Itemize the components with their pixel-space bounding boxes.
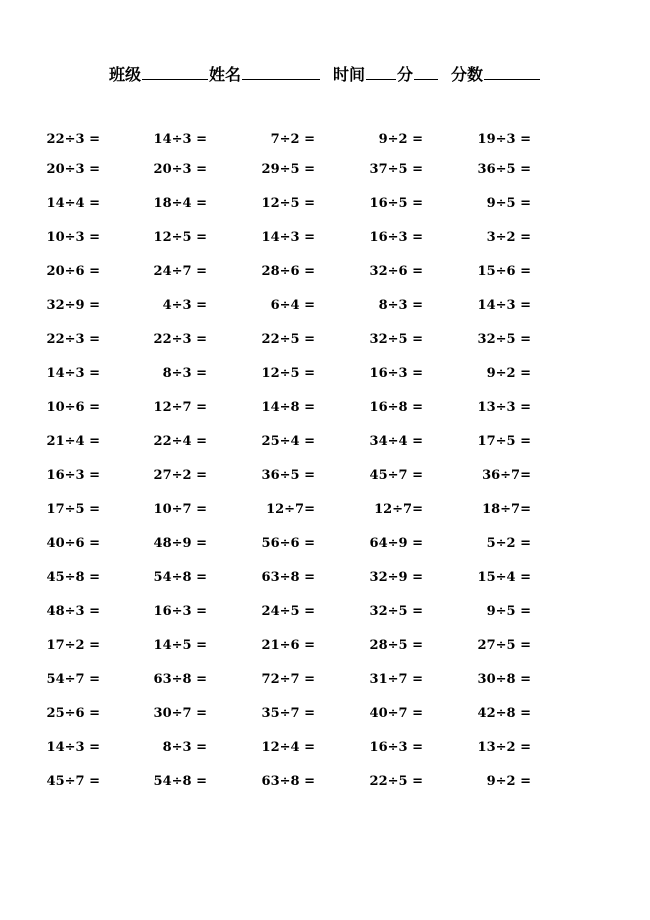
division-problem: 9÷5 = xyxy=(486,196,531,211)
division-problem: 16÷3 = xyxy=(369,230,423,245)
division-problem: 48÷9 = xyxy=(153,536,207,551)
division-problem: 32÷5 = xyxy=(477,332,531,347)
score-label: 分数 xyxy=(451,65,484,84)
division-problem: 14÷3 = xyxy=(261,230,315,245)
division-problem: 36÷5 = xyxy=(261,468,315,483)
division-problem: 13÷3 = xyxy=(477,400,531,415)
division-problem: 54÷8 = xyxy=(153,570,207,585)
division-problem: 64÷9 = xyxy=(369,536,423,551)
division-problem: 32÷5 = xyxy=(369,332,423,347)
division-problem: 20÷6 = xyxy=(46,264,100,279)
division-problem: 9÷5 = xyxy=(486,604,531,619)
division-problem: 10÷6 = xyxy=(46,400,100,415)
division-problem: 36÷5 = xyxy=(477,162,531,177)
problem-row xyxy=(0,432,650,466)
division-problem: 21÷4 = xyxy=(46,434,100,449)
division-problem: 16÷3 = xyxy=(369,366,423,381)
division-problem: 25÷4 = xyxy=(261,434,315,449)
division-problem: 8÷3 = xyxy=(378,298,423,313)
division-problem: 14÷3 = xyxy=(46,740,100,755)
division-problem: 15÷6 = xyxy=(477,264,531,279)
problem-row xyxy=(0,500,650,534)
division-problem: 8÷3 = xyxy=(162,740,207,755)
division-problem: 17÷2 = xyxy=(46,638,100,653)
problem-row xyxy=(0,160,650,194)
division-problem: 12÷4 = xyxy=(261,740,315,755)
division-problem: 30÷8 = xyxy=(477,672,531,687)
division-problem: 9÷2 = xyxy=(486,366,531,381)
division-problem: 30÷7 = xyxy=(153,706,207,721)
division-problem: 27÷5 = xyxy=(477,638,531,653)
division-problem: 7÷2 = xyxy=(270,132,315,147)
problem-grid xyxy=(0,130,650,806)
problem-row xyxy=(0,704,650,738)
division-problem: 12÷5 = xyxy=(261,366,315,381)
problem-row xyxy=(0,228,650,262)
division-problem: 16÷3 = xyxy=(153,604,207,619)
name-label: 姓名 xyxy=(208,65,241,84)
division-problem: 24÷7 = xyxy=(153,264,207,279)
division-problem: 14÷8 = xyxy=(261,400,315,415)
division-problem: 63÷8 = xyxy=(261,774,315,789)
division-problem: 17÷5 = xyxy=(46,502,100,517)
class-label: 班级 xyxy=(108,65,141,84)
division-problem: 3÷2 = xyxy=(486,230,531,245)
problem-row xyxy=(0,262,650,296)
division-problem: 18÷7= xyxy=(482,502,531,517)
division-problem: 32÷9 = xyxy=(46,298,100,313)
problem-row xyxy=(0,466,650,500)
division-problem: 18÷4 = xyxy=(153,196,207,211)
division-problem: 4÷3 = xyxy=(162,298,207,313)
division-problem: 37÷5 = xyxy=(369,162,423,177)
division-problem: 35÷7 = xyxy=(261,706,315,721)
division-problem: 29÷5 = xyxy=(261,162,315,177)
division-problem: 16÷5 = xyxy=(369,196,423,211)
worksheet-header xyxy=(0,62,650,85)
division-problem: 54÷8 = xyxy=(153,774,207,789)
division-problem: 22÷3 = xyxy=(46,332,100,347)
division-problem: 28÷5 = xyxy=(369,638,423,653)
division-problem: 32÷9 = xyxy=(369,570,423,585)
division-problem: 28÷6 = xyxy=(261,264,315,279)
division-problem: 14÷3 = xyxy=(477,298,531,313)
problem-row xyxy=(0,330,650,364)
division-problem: 54÷7 = xyxy=(46,672,100,687)
division-problem: 63÷8 = xyxy=(261,570,315,585)
division-problem: 16÷8 = xyxy=(369,400,423,415)
division-problem: 16÷3 = xyxy=(46,468,100,483)
division-problem: 48÷3 = xyxy=(46,604,100,619)
division-problem: 9÷2 = xyxy=(378,132,423,147)
division-problem: 21÷6 = xyxy=(261,638,315,653)
division-problem: 34÷4 = xyxy=(369,434,423,449)
division-problem: 56÷6 = xyxy=(261,536,315,551)
division-problem: 32÷6 = xyxy=(369,264,423,279)
problem-row xyxy=(0,364,650,398)
division-problem: 20÷3 = xyxy=(46,162,100,177)
division-problem: 40÷6 = xyxy=(46,536,100,551)
division-problem: 10÷7 = xyxy=(153,502,207,517)
time-label: 时间 xyxy=(332,65,365,84)
division-problem: 14÷4 = xyxy=(46,196,100,211)
division-problem: 31÷7 = xyxy=(369,672,423,687)
division-problem: 15÷4 = xyxy=(477,570,531,585)
class-blank[interactable] xyxy=(142,64,208,80)
division-problem: 42÷8 = xyxy=(477,706,531,721)
division-problem: 12÷7= xyxy=(374,502,423,517)
division-problem: 45÷8 = xyxy=(46,570,100,585)
minute-blank[interactable] xyxy=(414,64,438,80)
problem-row xyxy=(0,738,650,772)
problem-row xyxy=(0,296,650,330)
division-problem: 45÷7 = xyxy=(369,468,423,483)
problem-row xyxy=(0,568,650,602)
division-problem: 25÷6 = xyxy=(46,706,100,721)
division-problem: 12÷7 = xyxy=(153,400,207,415)
problem-row xyxy=(0,670,650,704)
division-problem: 22÷3 = xyxy=(46,132,100,147)
division-problem: 14÷3 = xyxy=(46,366,100,381)
score-blank[interactable] xyxy=(484,64,540,80)
division-problem: 22÷5 = xyxy=(369,774,423,789)
division-problem: 19÷3 = xyxy=(477,132,531,147)
division-problem: 32÷5 = xyxy=(369,604,423,619)
division-problem: 22÷3 = xyxy=(153,332,207,347)
division-problem: 13÷2 = xyxy=(477,740,531,755)
division-problem: 6÷4 = xyxy=(270,298,315,313)
problem-row xyxy=(0,602,650,636)
problem-row xyxy=(0,534,650,568)
division-problem: 9÷2 = xyxy=(486,774,531,789)
division-problem: 72÷7 = xyxy=(261,672,315,687)
division-problem: 10÷3 = xyxy=(46,230,100,245)
division-problem: 22÷4 = xyxy=(153,434,207,449)
problem-row xyxy=(0,772,650,806)
problem-row xyxy=(0,398,650,432)
division-problem: 27÷2 = xyxy=(153,468,207,483)
division-problem: 40÷7 = xyxy=(369,706,423,721)
division-problem: 14÷5 = xyxy=(153,638,207,653)
division-problem: 36÷7= xyxy=(482,468,531,483)
division-problem: 12÷5 = xyxy=(261,196,315,211)
problem-row xyxy=(0,130,650,160)
division-problem: 24÷5 = xyxy=(261,604,315,619)
division-problem: 12÷7= xyxy=(266,502,315,517)
division-problem: 45÷7 = xyxy=(46,774,100,789)
division-problem: 14÷3 = xyxy=(153,132,207,147)
problem-row xyxy=(0,194,650,228)
division-problem: 12÷5 = xyxy=(153,230,207,245)
problem-row xyxy=(0,636,650,670)
division-problem: 20÷3 = xyxy=(153,162,207,177)
division-problem: 63÷8 = xyxy=(153,672,207,687)
division-problem: 5÷2 = xyxy=(486,536,531,551)
division-problem: 22÷5 = xyxy=(261,332,315,347)
name-blank[interactable] xyxy=(242,64,320,80)
time-blank[interactable] xyxy=(366,64,396,80)
division-problem: 16÷3 = xyxy=(369,740,423,755)
minute-label: 分 xyxy=(397,65,414,84)
division-problem: 17÷5 = xyxy=(477,434,531,449)
division-problem: 8÷3 = xyxy=(162,366,207,381)
